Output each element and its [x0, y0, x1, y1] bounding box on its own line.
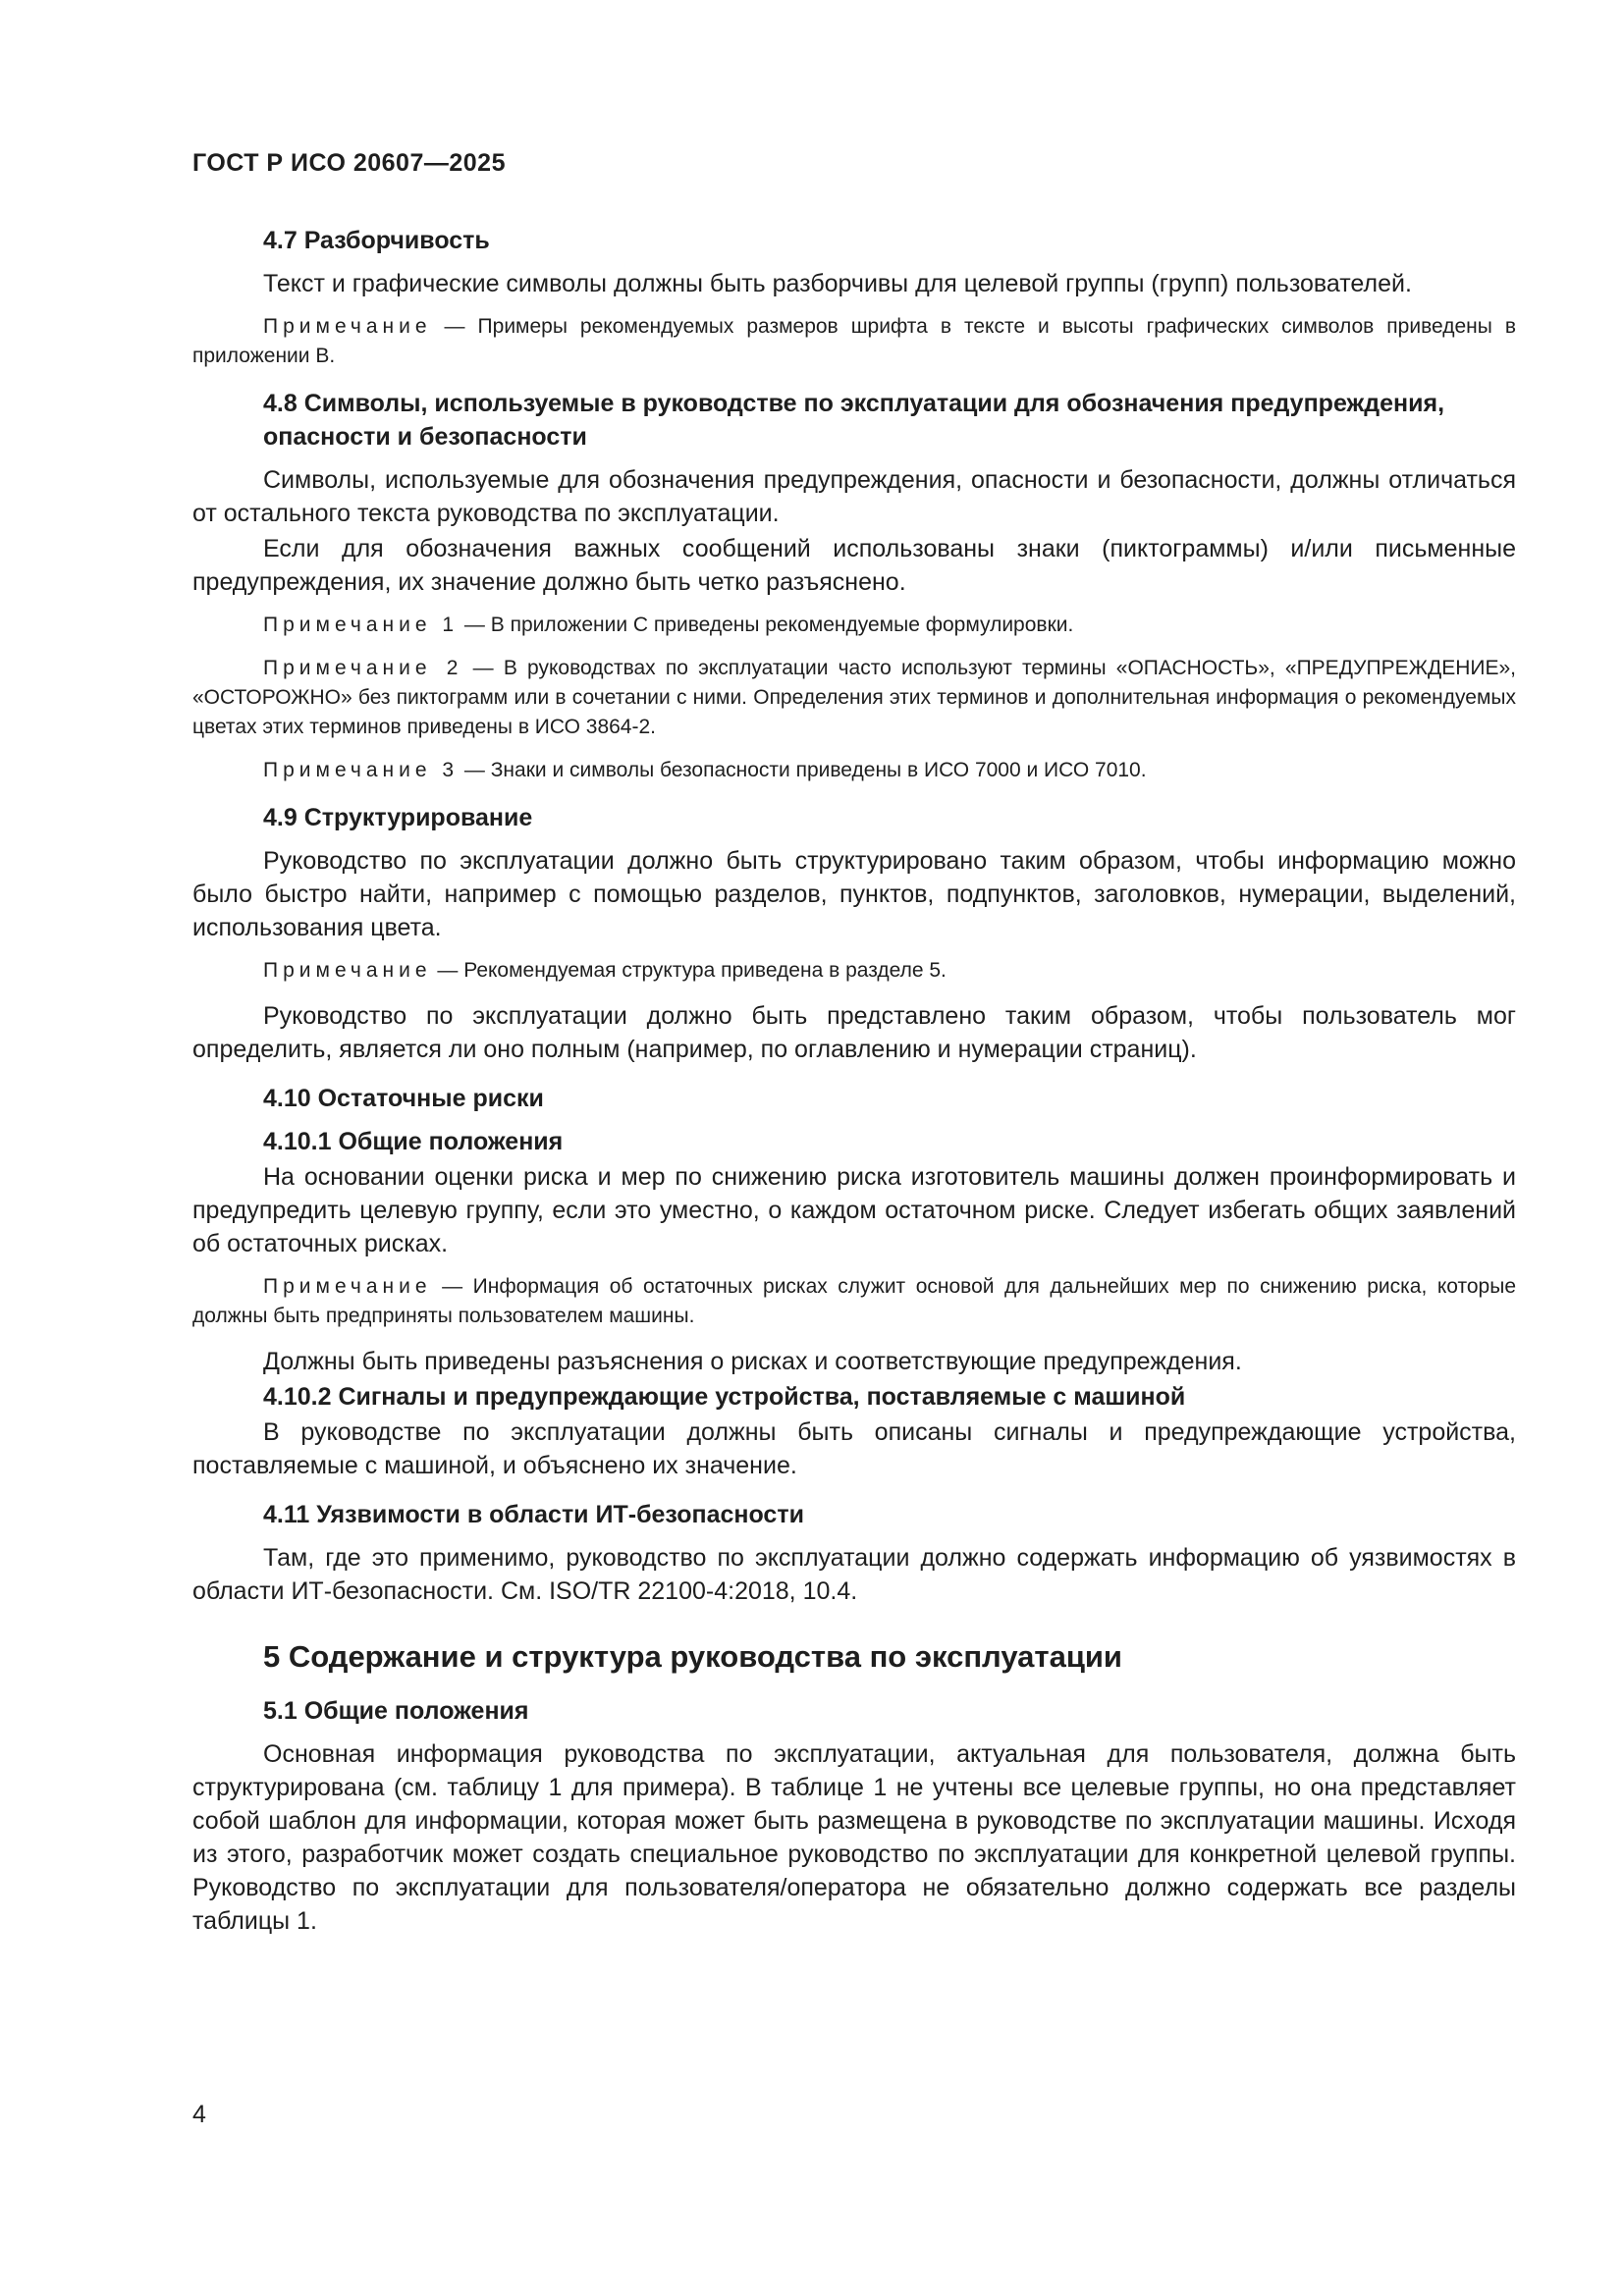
section-4-10-1-paragraph-1: На основании оценки риска и мер по снижению риска изготовитель машины должен проинформировать и предупредить целевую группу, если это уместно, о каждом остаточном риске. Следует избегать общих заявлений об остаточных рисках.: [192, 1163, 1516, 1257]
note-label: Примечание: [263, 315, 432, 338]
section-4-8-title: 4.8 Символы, используемые в руководстве по эксплуатации для обозначения предупреждения, опасности и безопасности: [263, 390, 1445, 451]
section-4-10-2-title: 4.10.2 Сигналы и предупреждающие устройства, поставляемые с машиной: [263, 1383, 1186, 1411]
section-4-8-note-3: [192, 756, 1516, 785]
note-label: Примечание 3: [263, 759, 460, 781]
note-text: — Знаки и символы безопасности приведены в ИСО 7000 и ИСО 7010.: [459, 759, 1147, 781]
note-text: — Примеры рекомендуемых размеров шрифта в тексте и высоты графических символов приведены в приложении В.: [192, 315, 1516, 367]
note-label: Примечание 2: [263, 657, 463, 679]
note-text: — Информация об остаточных рисках служит основой для дальнейших мер по снижению риска, которые должны быть предприняты пользователем машины.: [192, 1275, 1516, 1327]
section-4-10-1-paragraph-2: Должны быть приведены разъяснения о рисках и соответствующие предупреждения.: [263, 1348, 1242, 1375]
section-4-11-title: 4.11 Уязвимости в области ИТ-безопасности: [263, 1501, 804, 1528]
section-4-7-note: [192, 312, 1516, 371]
section-4-10-2-paragraph: В руководстве по эксплуатации должны быть описаны сигналы и предупреждающие устройства, поставляемые с машиной, и объяснено их значение.: [192, 1418, 1516, 1479]
note-label: Примечание: [263, 959, 432, 982]
section-4-9-paragraph-1: Руководство по эксплуатации должно быть структурировано таким образом, чтобы информацию можно было быстро найти, например с помощью разделов, пунктов, подпунктов, заголовков, нумерации, выделений, использования цвета.: [192, 847, 1516, 941]
note-label: Примечание: [263, 1275, 432, 1298]
note-text: — В руководствах по эксплуатации часто используют термины «ОПАСНОСТЬ», «ПРЕДУПРЕЖДЕНИЕ», «ОСТОРОЖНО» без пиктограмм или в сочетании с ними. Определения этих терминов и дополнительная информация о рекомендуемых цветах этих терминов приведены в ИСО 3864-2.: [192, 657, 1516, 738]
page-number: 4: [192, 2101, 206, 2128]
document-header: ГОСТ Р ИСО 20607—2025: [192, 149, 506, 177]
section-4-10-title: 4.10 Остаточные риски: [263, 1085, 544, 1112]
section-5-1-title: 5.1 Общие положения: [263, 1697, 529, 1725]
note-label: Примечание 1: [263, 614, 460, 636]
section-4-8-paragraph-2: Если для обозначения важных сообщений использованы знаки (пиктограммы) и/или письменные предупреждения, их значение должно быть четко разъяснено.: [192, 535, 1516, 596]
note-text: — В приложении С приведены рекомендуемые формулировки.: [459, 614, 1074, 636]
section-5-1-paragraph: Основная информация руководства по эксплуатации, актуальная для пользователя, должна быть структурирована (см. таблицу 1 для примера). В таблице 1 не учтены все целевые группы, но она представляет собой шаблон для информации, которая может быть размещена в руководстве по эксплуатации машины. Исходя из этого, разработчик может создать специальное руководство по эксплуатации для конкретной целевой группы. Руководство по эксплуатации для пользователя/оператора не обязательно должно содержать все разделы таблицы 1.: [192, 1740, 1516, 1935]
section-5-title: 5 Содержание и структура руководства по эксплуатации: [263, 1639, 1122, 1674]
section-4-8-note-2: [192, 654, 1516, 742]
section-4-9-note: [192, 956, 1516, 986]
note-text: — Рекомендуемая структура приведена в разделе 5.: [431, 959, 947, 982]
section-4-8-note-1: [192, 611, 1516, 640]
section-4-10-1-note: [192, 1272, 1516, 1331]
section-4-10-1-title: 4.10.1 Общие положения: [263, 1128, 564, 1155]
section-4-7-title: 4.7 Разборчивость: [263, 227, 490, 254]
document-body: [192, 224, 1516, 1949]
section-4-7-paragraph: Текст и графические символы должны быть разборчивы для целевой группы (групп) пользователей.: [263, 270, 1412, 297]
section-4-9-paragraph-2: Руководство по эксплуатации должно быть представлено таким образом, чтобы пользователь мог определить, является ли оно полным (например, по оглавлению и нумерации страниц).: [192, 1002, 1516, 1063]
section-4-9-title: 4.9 Структурирование: [263, 804, 533, 831]
section-4-8-paragraph-1: Символы, используемые для обозначения предупреждения, опасности и безопасности, должны отличаться от остального текста руководства по эксплуатации.: [192, 466, 1516, 527]
section-4-11-paragraph: Там, где это применимо, руководство по эксплуатации должно содержать информацию об уязвимостях в области ИТ-безопасности. См. ISO/TR 22100-4:2018, 10.4.: [192, 1544, 1516, 1605]
